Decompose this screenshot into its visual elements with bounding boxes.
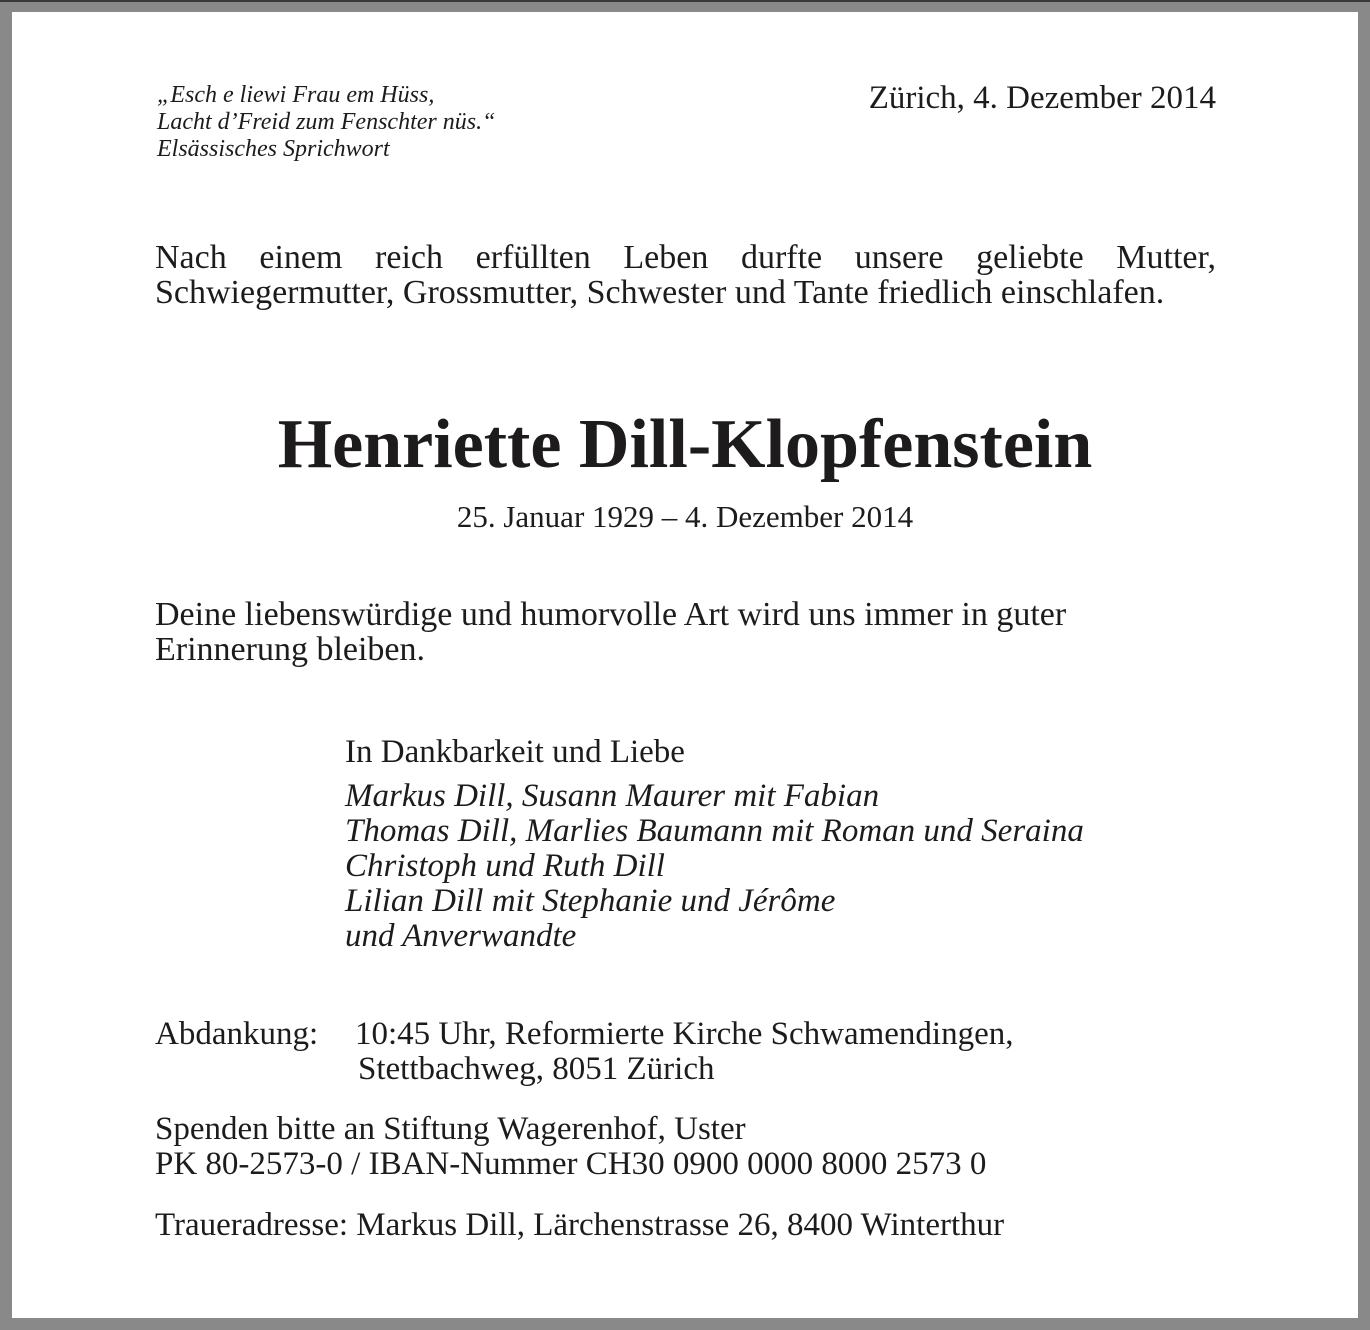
place-date: Zürich, 4. Dezember 2014 bbox=[868, 80, 1216, 116]
service-line: 10:45 Uhr, Reformierte Kirche Schwamendingen, bbox=[355, 1016, 1014, 1052]
service-label: Abdankung: bbox=[155, 1016, 319, 1052]
family-list bbox=[345, 779, 1084, 954]
donation-info bbox=[155, 1112, 986, 1182]
quote-source: Elsässisches Sprichwort bbox=[157, 136, 390, 162]
service-info bbox=[155, 1017, 1014, 1087]
remembrance-paragraph: Deine liebenswürdige und humorvolle Art wird uns immer in guter Erinnerung bleiben. bbox=[155, 596, 1067, 668]
deceased-name: Henriette Dill-Klopfenstein bbox=[277, 406, 1093, 483]
quote-line: „Esch e liewi Frau em Hüss, bbox=[157, 82, 435, 108]
mourning-address: Traueradresse: Markus Dill, Lärchenstrasse 26, 8400 Winterthur bbox=[155, 1207, 1005, 1243]
family-member: und Anverwandte bbox=[345, 918, 577, 954]
life-dates: 25. Januar 1929 – 4. Dezember 2014 bbox=[456, 499, 914, 534]
window-top-edge bbox=[0, 0, 1370, 2]
quote-line: Lacht d’Freid zum Fenschter nüs.“ bbox=[157, 109, 496, 135]
service-line: Stettbachweg, 8051 Zürich bbox=[358, 1051, 715, 1087]
donation-line: PK 80-2573-0 / IBAN-Nummer CH30 0900 0000 8000 2573 0 bbox=[155, 1146, 987, 1182]
family-member: Thomas Dill, Marlies Baumann mit Roman und Seraina bbox=[345, 813, 1084, 849]
family-member: Christoph und Ruth Dill bbox=[345, 848, 665, 884]
intro-paragraph: Nach einem reich erfüllten Leben durfte unsere geliebte Mutter, Schwiegermutter, Grossmutter, Schwester und Tante friedlich einschlafen. bbox=[155, 239, 1216, 311]
proverb-quote bbox=[157, 82, 495, 163]
family-member: Markus Dill, Susann Maurer mit Fabian bbox=[345, 778, 880, 814]
thanks-line: In Dankbarkeit und Liebe bbox=[345, 734, 685, 770]
family-member: Lilian Dill mit Stephanie und Jérôme bbox=[345, 883, 836, 919]
donation-line: Spenden bitte an Stiftung Wagerenhof, Uster bbox=[155, 1111, 746, 1147]
